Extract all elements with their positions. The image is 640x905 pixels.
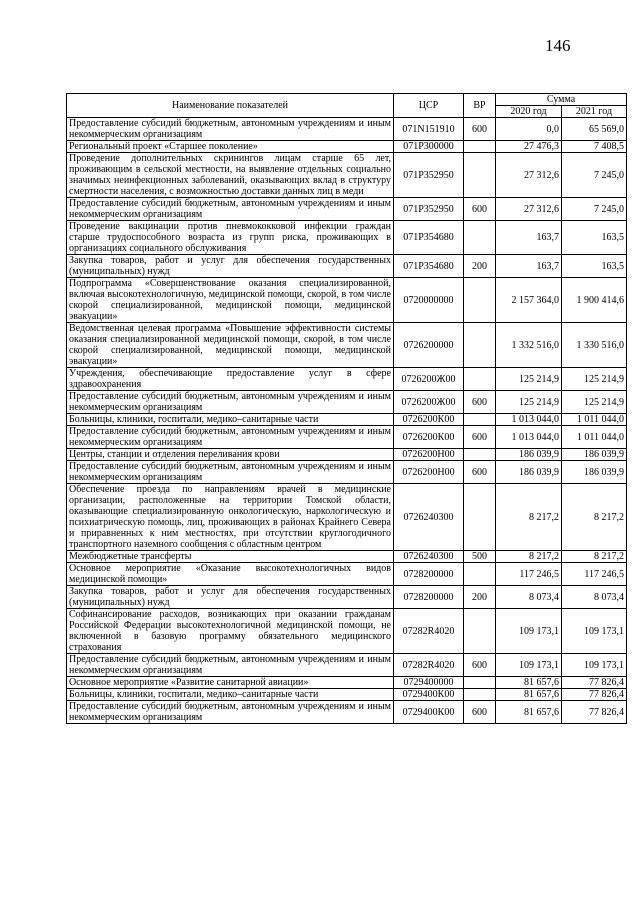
row-vr [464, 689, 496, 701]
row-csr: 0726200К00 [394, 414, 464, 426]
row-name: Региональный проект «Старшее поколение» [67, 141, 394, 153]
row-vr [464, 677, 496, 689]
row-vr [464, 368, 496, 391]
row-csr: 07282R4020 [394, 609, 464, 654]
row-name: Предоставление субсидий бюджетным, автономным учреждениям и иным некоммерческим организациям [67, 198, 394, 221]
budget-table [66, 93, 627, 724]
row-csr: 071N151910 [394, 118, 464, 141]
row-csr: 0726200Ж00 [394, 368, 464, 391]
table-row [67, 461, 627, 484]
row-amount-2020: 2 157 364,0 [496, 278, 562, 323]
row-vr: 600 [464, 701, 496, 724]
row-name: Проведение дополнительных скринингов лицам старше 65 лет, проживающим в сельской местности, на выявление отдельных социально значимых неинфекционных заболеваний, оказывающих вклад в структуру смертности населения, с возможностью доставки данных лиц в меди [67, 153, 394, 198]
row-name: Межбюджетные трансферты [67, 551, 394, 563]
row-name: Предоставление субсидий бюджетным, автономным учреждениям и иным некоммерческим организациям [67, 654, 394, 677]
row-csr: 0720000000 [394, 278, 464, 323]
table-row [67, 563, 627, 586]
table-row [67, 609, 627, 654]
row-amount-2020: 186 039,9 [496, 449, 562, 461]
row-amount-2021: 8 217,2 [562, 484, 627, 551]
row-name: Ведомственная целевая программа «Повышение эффективности системы оказания специализированной медицинской помощи, скорой, в том числе скорой специализированной, медицинской помощи, медицинской эвакуации» [67, 323, 394, 368]
row-amount-2020: 163,7 [496, 255, 562, 278]
table-body [67, 118, 627, 724]
table-row [67, 551, 627, 563]
row-amount-2020: 0,0 [496, 118, 562, 141]
row-amount-2021: 1 900 414,6 [562, 278, 627, 323]
row-amount-2021: 77 826,4 [562, 677, 627, 689]
row-name: Больницы, клиники, госпитали, медико–санитарные части [67, 414, 394, 426]
row-amount-2021: 1 011 044,0 [562, 426, 627, 449]
table-row [67, 449, 627, 461]
row-amount-2021: 7 245,0 [562, 198, 627, 221]
row-name: Проведение вакцинации против пневмококковой инфекции граждан старше трудоспособного возраста из групп риска, проживающих в организациях социального обслуживания [67, 221, 394, 255]
table-row [67, 689, 627, 701]
row-amount-2021: 1 330 516,0 [562, 323, 627, 368]
row-vr: 600 [464, 461, 496, 484]
row-vr: 200 [464, 255, 496, 278]
row-vr [464, 141, 496, 153]
row-name: Предоставление субсидий бюджетным, автономным учреждениям и иным некоммерческим организациям [67, 118, 394, 141]
row-name: Центры, станции и отделения переливания крови [67, 449, 394, 461]
row-amount-2020: 163,7 [496, 221, 562, 255]
table-row [67, 654, 627, 677]
table-row [67, 198, 627, 221]
row-amount-2020: 81 657,6 [496, 677, 562, 689]
row-vr [464, 278, 496, 323]
row-vr [464, 484, 496, 551]
header-sum: Сумма [496, 94, 627, 106]
table-row [67, 484, 627, 551]
row-amount-2021: 65 569,0 [562, 118, 627, 141]
row-amount-2020: 186 039,9 [496, 461, 562, 484]
row-csr: 0726200Ж00 [394, 391, 464, 414]
row-name: Закупка товаров, работ и услуг для обеспечения государственных (муниципальных) нужд [67, 586, 394, 609]
row-name: Подпрограмма «Совершенствование оказания специализированной, включая высокотехнологичную, медицинской помощи, скорой, в том числе скорой специализированной, медицинской помощи, медицинской эвакуации» [67, 278, 394, 323]
row-vr [464, 449, 496, 461]
header-name: Наименование показателей [67, 94, 394, 118]
header-csr: ЦСР [394, 94, 464, 118]
table-row [67, 255, 627, 278]
row-vr [464, 153, 496, 198]
table-row [67, 701, 627, 724]
row-amount-2020: 1 013 044,0 [496, 414, 562, 426]
row-name: Закупка товаров, работ и услуг для обеспечения государственных (муниципальных) нужд [67, 255, 394, 278]
header-year-2020: 2020 год [496, 106, 562, 118]
row-amount-2020: 1 013 044,0 [496, 426, 562, 449]
table-row [67, 221, 627, 255]
row-csr: 0726200Н00 [394, 461, 464, 484]
table-row [67, 278, 627, 323]
table-row [67, 426, 627, 449]
row-csr: 0729400К00 [394, 689, 464, 701]
row-amount-2020: 8 073,4 [496, 586, 562, 609]
row-amount-2021: 186 039,9 [562, 461, 627, 484]
table-row [67, 677, 627, 689]
row-amount-2020: 125 214,9 [496, 368, 562, 391]
header-year-2021: 2021 год [562, 106, 627, 118]
row-vr: 600 [464, 118, 496, 141]
table-row [67, 153, 627, 198]
row-name: Предоставление субсидий бюджетным, автономным учреждениям и иным некоммерческим организациям [67, 426, 394, 449]
row-name: Софинансирование расходов, возникающих при оказании гражданам Российской Федерации высокотехнологичной медицинской помощи, не включенной в базовую программу обязательного медицинского страхования [67, 609, 394, 654]
row-name: Больницы, клиники, госпитали, медико–санитарные части [67, 689, 394, 701]
row-name: Учреждения, обеспечивающие предоставление услуг в сфере здравоохранения [67, 368, 394, 391]
row-name: Предоставление субсидий бюджетным, автономным учреждениям и иным некоммерческим организациям [67, 701, 394, 724]
row-name: Основное мероприятие «Оказание высокотехнологичных видов медицинской помощи» [67, 563, 394, 586]
row-vr: 600 [464, 426, 496, 449]
table-row [67, 414, 627, 426]
row-name: Предоставление субсидий бюджетным, автономным учреждениям и иным некоммерческим организациям [67, 461, 394, 484]
row-csr: 0726200000 [394, 323, 464, 368]
row-name: Обеспечение проезда по направлениям врачей в медицинские организации, расположенные на территории Томской области, оказывающие специализированную онкологическую, наркологическую и психиатрическую помощь, лиц, проживающих в районах Крайнего Севера и приравненных к ним местностях, при отсутствии круглогодичного транспортного наземного сообщения с областным центром [67, 484, 394, 551]
row-amount-2021: 163,5 [562, 255, 627, 278]
row-vr [464, 414, 496, 426]
row-name: Основное мероприятие «Развитие санитарной авиации» [67, 677, 394, 689]
row-csr: 071P352950 [394, 153, 464, 198]
row-amount-2021: 117 246,5 [562, 563, 627, 586]
row-amount-2020: 117 246,5 [496, 563, 562, 586]
row-csr: 0726200Н00 [394, 449, 464, 461]
row-amount-2021: 8 217,2 [562, 551, 627, 563]
row-csr: 0726240300 [394, 484, 464, 551]
row-amount-2021: 7 408,5 [562, 141, 627, 153]
row-csr: 0726200К00 [394, 426, 464, 449]
row-amount-2021: 125 214,9 [562, 391, 627, 414]
row-vr: 600 [464, 198, 496, 221]
row-amount-2020: 1 332 516,0 [496, 323, 562, 368]
row-amount-2021: 186 039,9 [562, 449, 627, 461]
row-name: Предоставление субсидий бюджетным, автономным учреждениям и иным некоммерческим организациям [67, 391, 394, 414]
table-row [67, 368, 627, 391]
row-csr: 0728200000 [394, 563, 464, 586]
row-csr: 0729400000 [394, 677, 464, 689]
row-amount-2021: 125 214,9 [562, 368, 627, 391]
row-amount-2021: 1 011 044,0 [562, 414, 627, 426]
row-vr: 600 [464, 654, 496, 677]
row-csr: 071P300000 [394, 141, 464, 153]
table-row [67, 391, 627, 414]
row-vr [464, 323, 496, 368]
row-amount-2020: 109 173,1 [496, 609, 562, 654]
table-row [67, 586, 627, 609]
row-amount-2021: 109 173,1 [562, 609, 627, 654]
header-vr: ВР [464, 94, 496, 118]
table-row [67, 323, 627, 368]
row-csr: 071P352950 [394, 198, 464, 221]
table-row [67, 118, 627, 141]
row-csr: 0728200000 [394, 586, 464, 609]
row-vr [464, 609, 496, 654]
row-amount-2020: 109 173,1 [496, 654, 562, 677]
row-amount-2021: 7 245,0 [562, 153, 627, 198]
row-amount-2020: 125 214,9 [496, 391, 562, 414]
row-amount-2020: 27 312,6 [496, 153, 562, 198]
row-amount-2021: 109 173,1 [562, 654, 627, 677]
row-amount-2021: 77 826,4 [562, 701, 627, 724]
table-row [67, 141, 627, 153]
row-amount-2020: 27 312,6 [496, 198, 562, 221]
row-amount-2021: 163,5 [562, 221, 627, 255]
row-amount-2021: 77 826,4 [562, 689, 627, 701]
row-amount-2020: 81 657,6 [496, 701, 562, 724]
row-amount-2020: 8 217,2 [496, 484, 562, 551]
row-amount-2020: 81 657,6 [496, 689, 562, 701]
row-csr: 071P354680 [394, 221, 464, 255]
row-vr: 500 [464, 551, 496, 563]
row-csr: 071P354680 [394, 255, 464, 278]
row-vr: 600 [464, 391, 496, 414]
row-vr: 200 [464, 586, 496, 609]
row-csr: 07282R4020 [394, 654, 464, 677]
row-csr: 0729400К00 [394, 701, 464, 724]
row-amount-2020: 27 476,3 [496, 141, 562, 153]
row-amount-2020: 8 217,2 [496, 551, 562, 563]
row-csr: 0726240300 [394, 551, 464, 563]
row-vr [464, 563, 496, 586]
row-amount-2021: 8 073,4 [562, 586, 627, 609]
page-number: 146 [545, 36, 571, 55]
row-vr [464, 221, 496, 255]
